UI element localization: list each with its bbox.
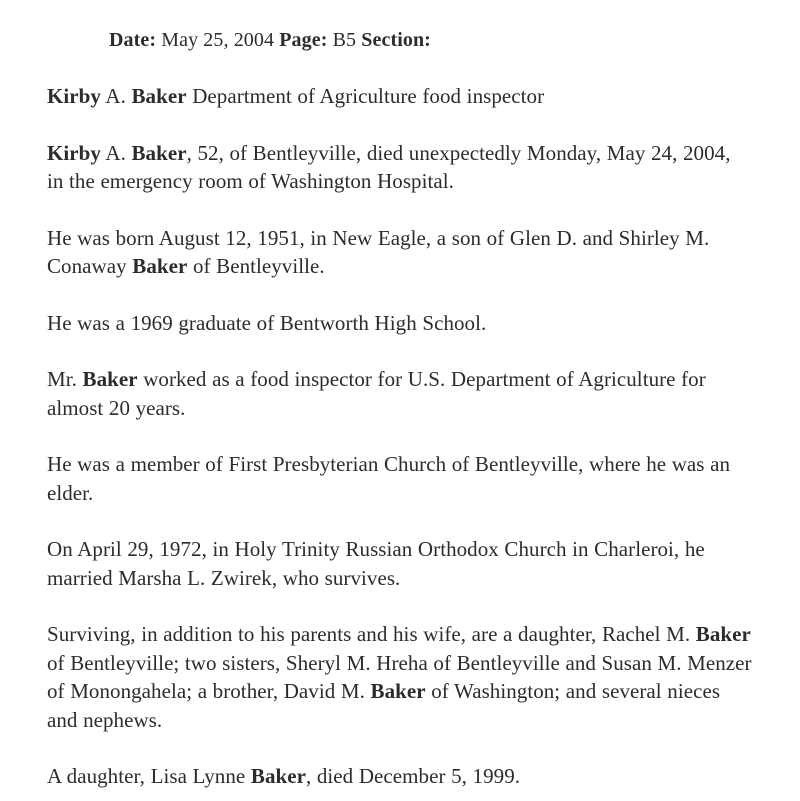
summary-last-name: Baker bbox=[131, 140, 187, 165]
birth-text-before: He was born August 12, 1951, in New Eagle, a son of Glen D. and Shirley M. Conaway bbox=[47, 225, 710, 278]
education-text: He was a 1969 graduate of Bentworth High School. bbox=[47, 310, 487, 335]
headline-last-name: Baker bbox=[131, 84, 187, 108]
page-value: B5 bbox=[332, 29, 357, 51]
obituary-metadata-header bbox=[47, 26, 756, 54]
survivors-text-part1: Surviving, in addition to his parents and his wife, are a daughter, Rachel M. bbox=[47, 622, 696, 646]
predeceased-surname: Baker bbox=[250, 764, 306, 788]
obituary-headline bbox=[47, 82, 707, 111]
headline-middle-initial: A. bbox=[105, 84, 126, 108]
date-value: May 25, 2004 bbox=[161, 29, 275, 51]
paragraph-survivors bbox=[47, 620, 753, 734]
paragraph-summary bbox=[47, 139, 749, 196]
date-label: Date: bbox=[109, 29, 157, 51]
headline-descriptor: Department of Agriculture food inspector bbox=[192, 84, 545, 108]
section-label: Section: bbox=[361, 29, 431, 51]
marriage-text: On April 29, 1972, in Holy Trinity Russian Orthodox Church in Charleroi, he married Marsha L. Zwirek, who survives. bbox=[47, 537, 705, 590]
paragraph-marriage bbox=[47, 535, 735, 592]
career-text-before: Mr. bbox=[47, 367, 83, 391]
birth-text-after: of Bentleyville. bbox=[187, 254, 325, 278]
predeceased-text-before: A daughter, Lisa Lynne bbox=[47, 764, 251, 788]
page-label: Page: bbox=[279, 29, 328, 51]
summary-first-name: Kirby bbox=[47, 140, 101, 165]
summary-body: , 52, of Bentleyville, died unexpectedly Monday, May 24, 2004, in the emergency room of Washington Hospital. bbox=[47, 140, 731, 193]
survivors-surname-daughter: Baker bbox=[695, 622, 751, 646]
survivors-surname-brother: Baker bbox=[370, 679, 426, 703]
paragraph-predeceased bbox=[47, 762, 747, 791]
paragraph-education bbox=[47, 309, 737, 338]
summary-middle-initial: A. bbox=[105, 140, 126, 165]
birth-surname: Baker bbox=[132, 254, 188, 278]
paragraph-career bbox=[47, 365, 719, 422]
headline-first-name: Kirby bbox=[47, 84, 101, 108]
career-text-after: worked as a food inspector for U.S. Department of Agriculture for almost 20 years. bbox=[47, 367, 706, 420]
paragraph-birth bbox=[47, 224, 737, 281]
career-surname: Baker bbox=[82, 367, 138, 391]
church-membership-text: He was a member of First Presbyterian Church of Bentleyville, where he was an elder. bbox=[47, 452, 731, 505]
paragraph-church-membership bbox=[47, 450, 756, 507]
survivors-text-part2: of Bentleyville; two sisters, Sheryl M. Hreha of Bentleyville and Susan M. Menzer of Monongahela; a brother, David M. bbox=[47, 650, 752, 703]
survivors-text-part3: of Washington; and several nieces and nephews. bbox=[47, 679, 721, 732]
predeceased-text-after: , died December 5, 1999. bbox=[305, 764, 521, 788]
